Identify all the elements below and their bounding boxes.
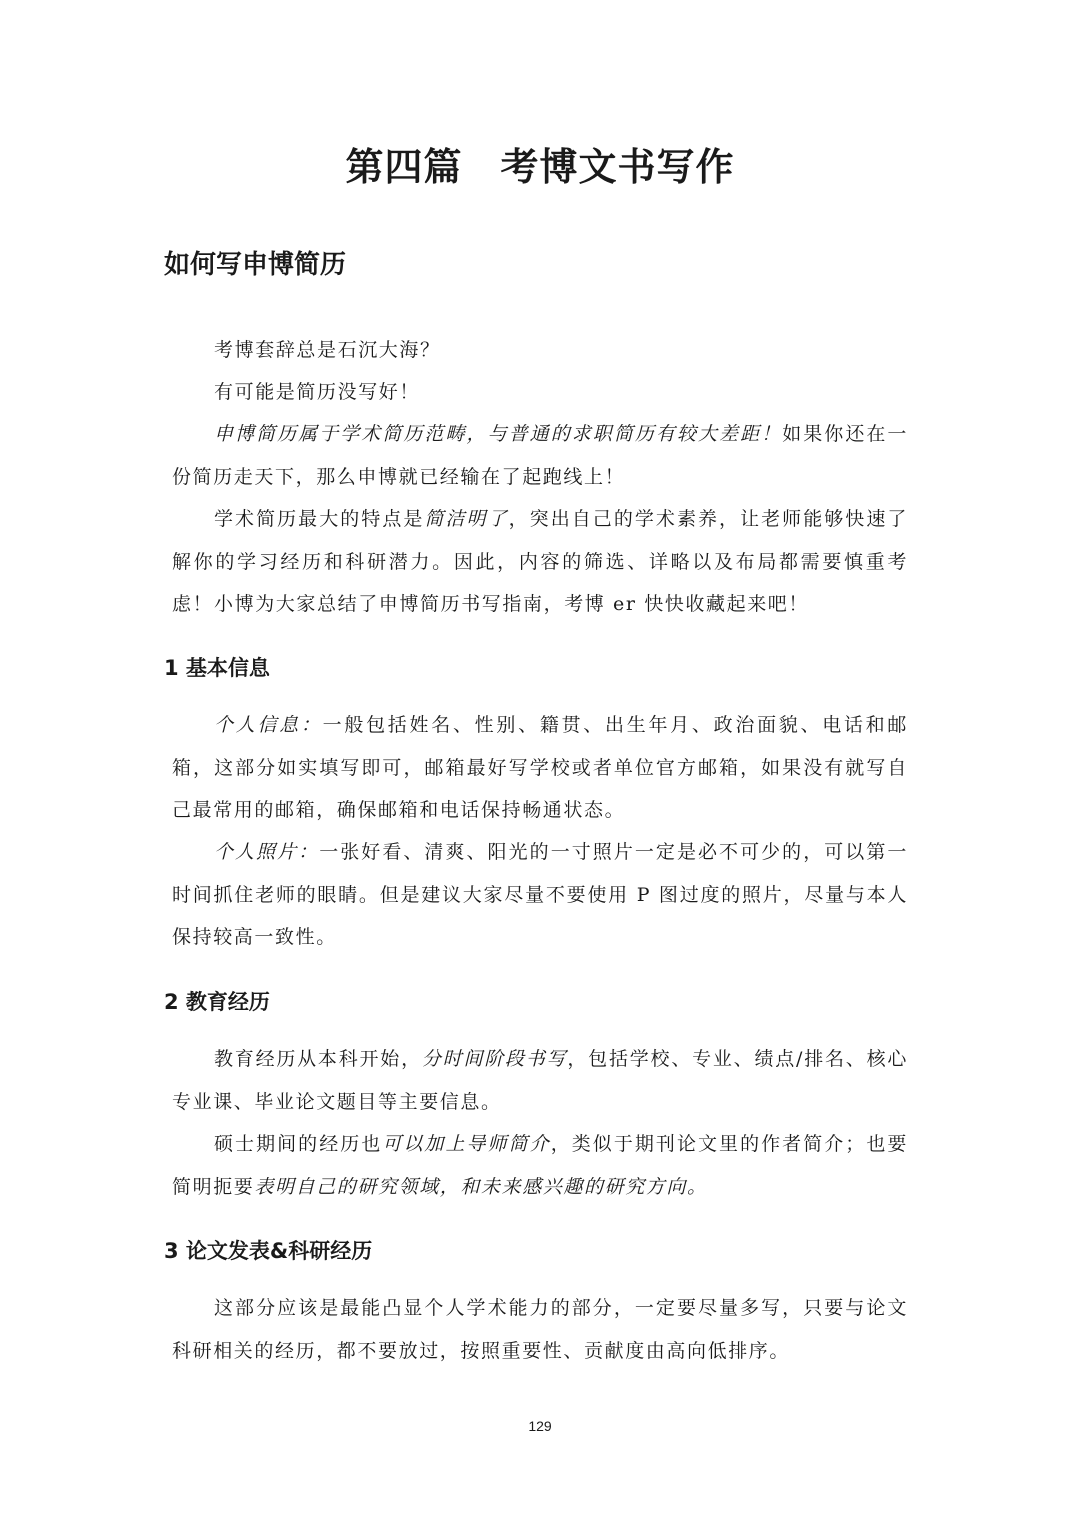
section-2-p1-text: ，包括学校、专业、绩点/排名、核心专业课、毕业论文题目等主要信息。 [172,1048,908,1113]
intro-paragraph-4-lead: 学术简历最大的特点是 [214,508,425,530]
section-1-paragraph-1 [172,704,908,832]
main-heading: 如何写申博简历 [164,250,347,280]
section-2-p2-emphasis-1: 可以加上导师简介 [382,1133,551,1155]
intro-paragraph-2: 有可能是简历没写好！ [214,381,421,403]
chapter-part: 第四篇 [345,144,463,189]
intro-paragraph-3-text: 如果你还在一份简历走天下，那么申博就已经输在了起跑线上！ [172,423,909,488]
chapter-name: 考博文书写作 [500,144,735,189]
intro-paragraph-4-emphasis: 简洁明了 [424,508,509,530]
chapter-title [0,136,1080,191]
intro-paragraph-5: 小博为大家总结了申博简历书写指南，考博 er 快快收藏起来吧！ [214,593,810,615]
section-2-p2-text: ，类似于期刊论文里的作者简介；也要简明扼要 [172,1133,908,1198]
section-2-p1-lead: 教育经历从本科开始， [214,1048,422,1070]
section-2-paragraph-2 [172,1123,908,1208]
page-number: 129 [528,1418,552,1434]
section-2-p1-emphasis: 分时间阶段书写 [421,1048,568,1070]
section-1-paragraph-2 [172,831,908,959]
section-3-heading: 3 论文发表&科研经历 [164,1239,373,1263]
section-1-text-1: 一般包括姓名、性别、籍贯、出生年月、政治面貌、电话和邮箱，这部分如实填写即可，邮箱最好写学校或者单位官方邮箱，如果没有就写自己最常用的邮箱，确保邮箱和电话保持畅通状态。 [172,714,908,821]
section-1-text-2: 一张好看、清爽、阳光的一寸照片一定是必不可少的，可以第一时间抓住老师的眼睛。但是建议大家尽量不要使用 P 图过度的照片，尽量与本人保持较高一致性。 [172,841,908,948]
section-1-label-1: 个人信息： [214,714,323,736]
section-2-p2-lead: 硕士期间的经历也 [214,1133,383,1155]
intro-paragraph-1: 考博套辞总是石沉大海？ [214,339,441,361]
section-2-heading: 2 教育经历 [164,990,270,1014]
section-1-label-2: 个人照片： [214,841,320,863]
section-1-heading: 1 基本信息 [164,656,270,680]
section-2-paragraph-1 [172,1038,908,1123]
section-2-p2-emphasis-2: 表明自己的研究领域，和未来感兴趣的研究方向。 [254,1175,708,1198]
intro-paragraph-3 [172,413,908,498]
intro-emphasis: 申博简历属于学术简历范畴，与普通的求职简历有较大差距！ [214,423,783,445]
intro-paragraph-4-text: ，突出自己的学术素养，让老师能够快速了解你的学习经历和科研潜力。因此，内容的筛选、详略以及布局都需要慎重考虑！ [172,508,908,615]
section-3-paragraph-1: 这部分应该是最能凸显个人学术能力的部分，一定要尽量多写，只要与论文科研相关的经历，都不要放过，按照重要性、贡献度由高向低排序。 [172,1297,908,1362]
